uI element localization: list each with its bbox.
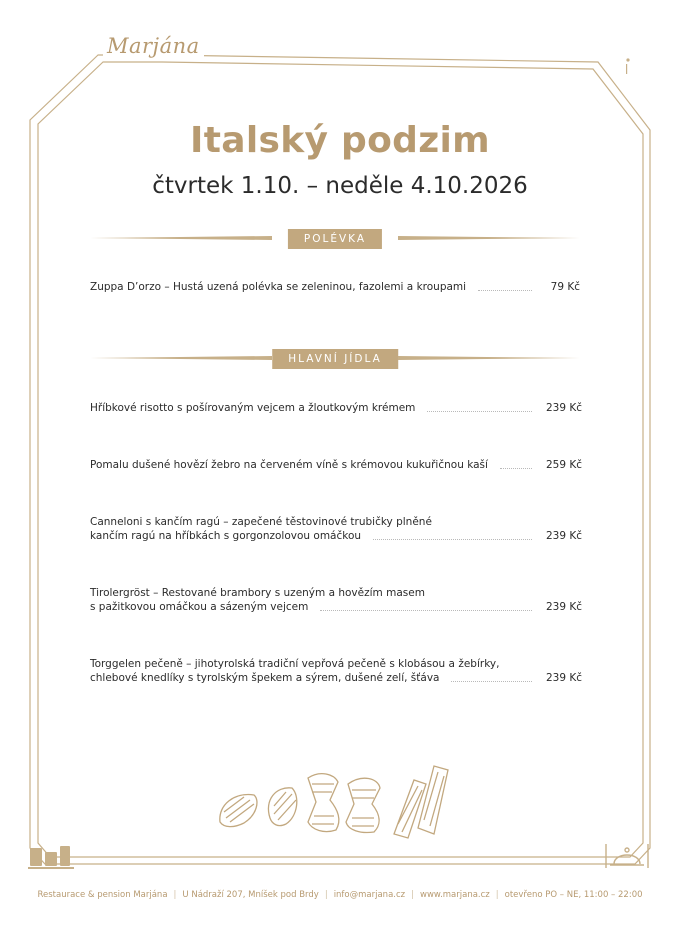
dish-text: s pažitkovou omáčkou a sázeným vejcem [90, 601, 309, 613]
menu-item [90, 401, 583, 415]
dish-price: 239 Kč [546, 601, 583, 613]
menu-item [90, 515, 583, 543]
pasta-illustration [212, 760, 462, 842]
leader-dots [320, 610, 532, 611]
leader-dots [427, 411, 532, 412]
menu-item [90, 458, 583, 472]
menu-item [90, 657, 583, 685]
dish-text: kančím ragú na hříbkách s gorgonzolovou omáčkou [90, 530, 362, 542]
divider-left [90, 236, 272, 240]
dish-text: chlebové knedlíky s tyrolským špekem a sýrem, dušené zelí, šťáva [90, 672, 440, 684]
logo: Marjána [103, 34, 204, 58]
divider-right [398, 356, 580, 360]
section-header-mains [90, 349, 580, 369]
beer-mugs-icon [28, 842, 76, 872]
date-range: čtvrtek 1.10. – neděle 4.10.2026 [152, 173, 528, 199]
dish-price: 239 Kč [546, 530, 583, 542]
dish-price: 79 Kč [550, 281, 580, 293]
dish-text: Tirolergröst – Restované brambory s uzeným a hovězím masem [90, 587, 425, 599]
menu-item [90, 586, 583, 614]
dish-text: Canneloni s kančím ragú – zapečené těstovinové trubičky plněné [90, 516, 432, 528]
section-label: POLÉVKA [288, 229, 382, 249]
footer-address: U Nádraží 207, Mníšek pod Brdy [182, 890, 319, 900]
menu-item [90, 280, 580, 294]
leader-dots [500, 468, 532, 469]
footer-separator: | [173, 890, 177, 900]
leader-dots [373, 539, 532, 540]
dish-price: 239 Kč [546, 672, 583, 684]
footer-separator: | [324, 890, 328, 900]
dish-text: Torggelen pečeně – jihotyrolská tradiční vepřová pečeně s klobásou a žebírky, [90, 658, 500, 670]
footer [0, 890, 680, 900]
section-header-soup [90, 229, 580, 249]
footer-name: Restaurace & pension Marjána [37, 890, 168, 900]
divider-left [90, 356, 272, 360]
dish-price: 259 Kč [546, 459, 583, 471]
footer-hours: otevřeno PO – NE, 11:00 – 22:00 [504, 890, 643, 900]
leader-dots [451, 681, 532, 682]
footer-separator: | [495, 890, 499, 900]
dish-text: Hříbkové risotto s pošírovaným vejcem a žloutkovým krémem [90, 402, 416, 414]
footer-web[interactable]: www.marjana.cz [420, 890, 490, 900]
divider-right [398, 236, 580, 240]
dish-price: 239 Kč [546, 402, 583, 414]
cloche-cutlery-icon [602, 840, 652, 872]
section-label: HLAVNÍ JÍDLA [272, 349, 398, 369]
page-title: Italský podzim [190, 120, 490, 161]
dish-text: Zuppa D’orzo – Hustá uzená polévka se zeleninou, fazolemi a kroupami [90, 281, 467, 293]
footer-separator: | [411, 890, 414, 900]
footer-email[interactable]: info@marjana.cz [333, 890, 406, 900]
leader-dots [478, 290, 532, 291]
dish-text: Pomalu dušené hovězí žebro na červeném víně s krémovou kukuřičnou kaší [90, 459, 488, 471]
